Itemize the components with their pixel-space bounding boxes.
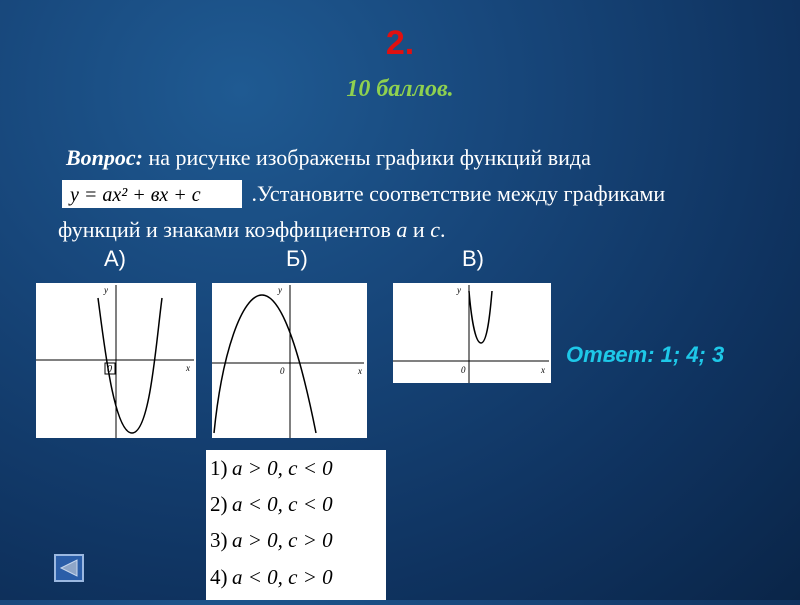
graph-b-y-label: y: [278, 285, 282, 295]
graph-b-curve: [214, 295, 316, 433]
graph-c-curve: [469, 291, 492, 343]
graph-a-origin: 0: [107, 364, 112, 375]
formula-text: y = ax² + вx + c: [70, 183, 201, 206]
choices-list: [206, 450, 386, 600]
choice-2-num: 2): [210, 492, 228, 516]
choice-2-expr: a < 0, c < 0: [232, 492, 333, 516]
coef-a: a: [396, 217, 408, 242]
choice-4-expr: a < 0, c > 0: [232, 565, 333, 589]
option-label-a: А): [104, 246, 126, 271]
graph-a-curve: [98, 298, 162, 433]
answer-text: Ответ: 1; 4; 3: [566, 342, 725, 367]
triangle-left-icon: [56, 556, 82, 580]
and-word: и: [412, 217, 425, 242]
graph-b-x-label: x: [358, 366, 362, 376]
option-label-c: В): [462, 246, 484, 271]
graph-b-origin: 0: [280, 366, 285, 376]
question-text-part1: на рисунке изображены графики функций вида: [148, 145, 591, 170]
choice-1-expr: a > 0, c < 0: [232, 456, 333, 480]
formula-image: [62, 180, 242, 208]
choice-1-num: 1): [210, 456, 228, 480]
graph-a-x-label: x: [186, 363, 190, 373]
graph-c: [393, 283, 551, 383]
graph-c-origin: 0: [461, 365, 466, 375]
choice-3-expr: a > 0, c > 0: [232, 528, 333, 552]
graph-b: [212, 283, 367, 438]
question-label: Вопрос:: [66, 145, 143, 170]
back-button[interactable]: [54, 554, 84, 582]
choice-4-num: 4): [210, 565, 228, 589]
slide-number: 2.: [385, 24, 415, 62]
question-text-part2: .Установите соответствие между графиками функций и знаками коэффициентов: [58, 181, 666, 242]
question-text: [58, 140, 748, 248]
graph-a-y-label: y: [104, 285, 108, 295]
graph-c-x-label: x: [541, 365, 545, 375]
option-label-b: Б): [286, 246, 308, 271]
graph-c-y-label: y: [457, 285, 461, 295]
graph-a: [36, 283, 196, 438]
points-value: 10 баллов.: [346, 76, 454, 102]
question-end: .: [439, 217, 446, 242]
choice-3-num: 3): [210, 528, 228, 552]
coef-c: c: [430, 217, 440, 242]
